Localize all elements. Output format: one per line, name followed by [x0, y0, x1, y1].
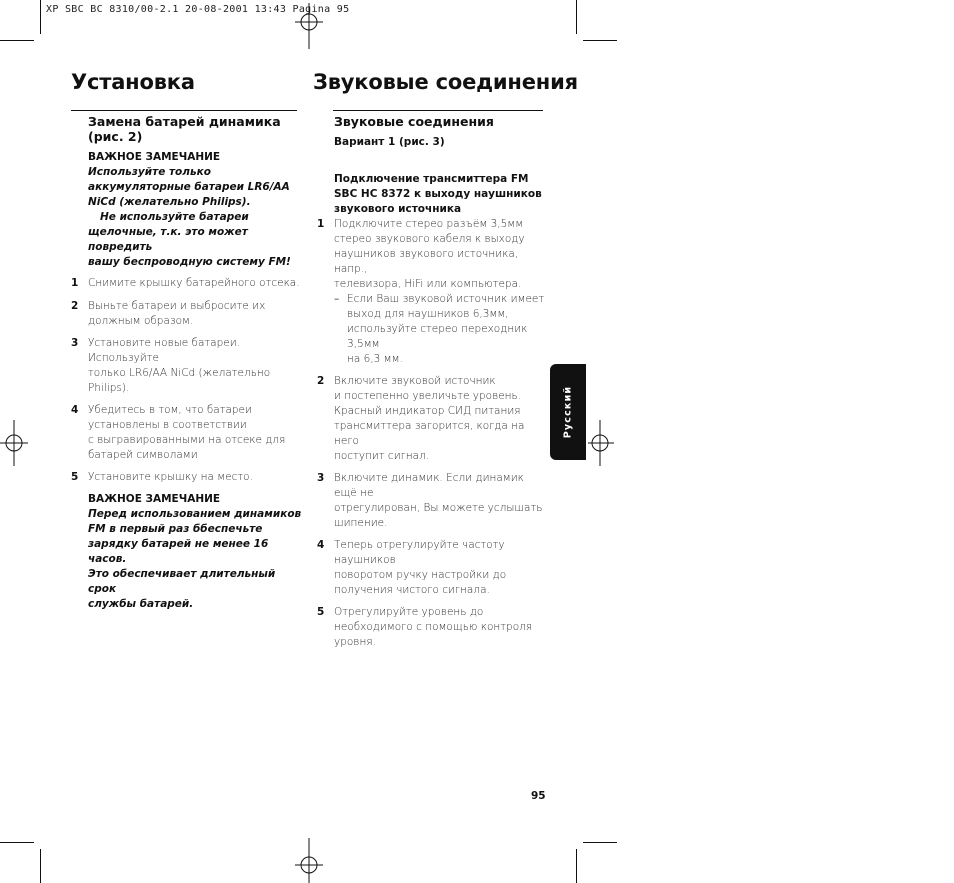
crop-mark	[40, 0, 41, 34]
left-column	[71, 114, 303, 612]
step-number: 1	[71, 277, 79, 289]
crop-mark	[576, 849, 577, 883]
step-number: 5	[71, 471, 79, 483]
note-line: щелочные, т.к. это может повредить	[88, 226, 248, 253]
dash-line: на 6,3 мм.	[347, 353, 403, 365]
step-item	[71, 470, 303, 485]
step-item	[317, 538, 549, 598]
step-item	[317, 605, 549, 650]
step-line: Подключите стерео разъём 3,5мм	[334, 218, 524, 230]
step-item	[317, 471, 549, 531]
step-line: только LR6/AA NiCd (желательно Philips).	[88, 367, 271, 394]
step-line: Теперь отрегулируйте частоту наушников	[334, 539, 505, 566]
variant-label: Вариант 1 (рис. 3)	[334, 136, 445, 148]
step-line: Отрегулируйте уровень до	[334, 606, 484, 618]
registration-mark-icon	[295, 3, 323, 49]
section-title-text: Замена батарей динамика (рис. 2)	[88, 114, 281, 144]
step-line: шипение.	[334, 517, 388, 529]
step-line: стерео звукового кабеля к выходу	[334, 233, 525, 245]
dash-line: Если Ваш звуковой источник имеет	[347, 293, 545, 305]
dash-mark: –	[334, 293, 340, 305]
dash-line: используйте стерео переходник 3,5мм	[347, 323, 528, 350]
crop-mark	[0, 40, 34, 41]
step-line: уровня.	[334, 636, 376, 648]
page-title-left: Установка	[71, 70, 195, 94]
dash-item	[334, 292, 549, 367]
note-heading: ВАЖНОЕ ЗАМЕЧАНИЕ	[88, 151, 221, 163]
step-line: наушников звукового источника, напр.,	[334, 248, 519, 275]
step-item	[317, 374, 549, 464]
step-line: и постепенно увеличьте уровень.	[334, 390, 522, 402]
subheading-line: Подключение трансмиттера FM	[334, 173, 529, 185]
important-note	[71, 150, 303, 270]
subheading-line: SBC HC 8372 к выходу наушников	[334, 188, 542, 200]
note-line: Используйте только	[88, 166, 211, 178]
registration-mark-icon	[588, 420, 614, 466]
note-line: FM в первый раз ббеспечьте	[88, 523, 263, 535]
step-line: получения чистого сигнала.	[334, 584, 490, 596]
crop-mark	[40, 849, 41, 883]
language-tab	[550, 364, 586, 460]
step-line: Включите звуковой источник	[334, 375, 496, 387]
step-line: с выгравированными на отсеке для	[88, 434, 286, 446]
note-line: аккумуляторные батареи LR6/AA	[88, 181, 290, 193]
note-line: вашу беспроводную систему FM!	[88, 256, 291, 268]
note-line: Это обеспечивает длительный срок	[88, 568, 276, 595]
step-item	[71, 336, 303, 396]
step-line: телевизора, HiFi или компьютера.	[334, 278, 522, 290]
step-line: должным образом.	[88, 315, 194, 327]
crop-mark	[583, 842, 617, 843]
step-line: трансмиттера загорится, когда на него	[334, 420, 525, 447]
step-line: батарей символами	[88, 449, 198, 461]
section-title	[71, 114, 303, 144]
step-line: отрегулирован, Вы можете услышать	[334, 502, 543, 514]
step-line: установлены в соответствии	[88, 419, 247, 431]
divider	[71, 110, 297, 111]
section-title-text: Звуковые соединения	[334, 114, 494, 129]
step-number: 3	[71, 337, 79, 349]
note-line: Перед использованием динамиков	[88, 508, 302, 520]
note-line: Не используйте батареи	[100, 211, 249, 223]
step-number: 1	[317, 218, 325, 230]
step-line: Установите новые батареи. Используйте	[88, 337, 240, 364]
section-title	[317, 114, 549, 217]
step-line: Установите крышку на место.	[88, 471, 253, 483]
step-number: 4	[317, 539, 325, 551]
step-item	[71, 403, 303, 463]
language-tab-label: Русский	[562, 385, 574, 439]
registration-mark-icon	[0, 420, 28, 466]
note-heading: ВАЖНОЕ ЗАМЕЧАНИЕ	[88, 493, 221, 505]
divider	[333, 110, 543, 111]
step-line: Убедитесь в том, что батареи	[88, 404, 252, 416]
step-line: Снимите крышку батарейного отсека.	[88, 277, 300, 289]
step-line: Красный индикатор СИД питания	[334, 405, 521, 417]
step-number: 5	[317, 606, 325, 618]
step-number: 2	[71, 300, 79, 312]
page-title-right: Звуковые соединения	[313, 70, 578, 94]
step-number: 3	[317, 472, 325, 484]
step-line: необходимого с помощью контроля	[334, 621, 533, 633]
crop-mark	[0, 842, 34, 843]
step-item	[71, 276, 303, 291]
step-number: 4	[71, 404, 79, 416]
step-line: Выньте батареи и выбросите их	[88, 300, 266, 312]
subheading-line: звукового источника	[334, 203, 462, 215]
note-line: службы батарей.	[88, 598, 194, 610]
step-item	[71, 299, 303, 329]
step-line: поворотом ручку настройки до	[334, 569, 507, 581]
important-note	[71, 492, 303, 612]
step-line: поступит сигнал.	[334, 450, 430, 462]
crop-mark	[576, 0, 577, 34]
page-number: 95	[531, 790, 546, 802]
right-column	[317, 114, 549, 650]
note-line: NiCd (желательно Philips).	[88, 196, 251, 208]
step-line: Включите динамик. Если динамик ещё не	[334, 472, 524, 499]
note-line: зарядку батарей не менее 16 часов.	[88, 538, 269, 565]
step-number: 2	[317, 375, 325, 387]
crop-mark	[583, 40, 617, 41]
registration-mark-icon	[295, 838, 323, 883]
print-header: XP SBC BC 8310/00-2.1 20-08-2001 13:43 Pagina 95	[46, 4, 350, 15]
dash-line: выход для наушников 6,3мм,	[347, 308, 509, 320]
step-item	[317, 217, 549, 367]
